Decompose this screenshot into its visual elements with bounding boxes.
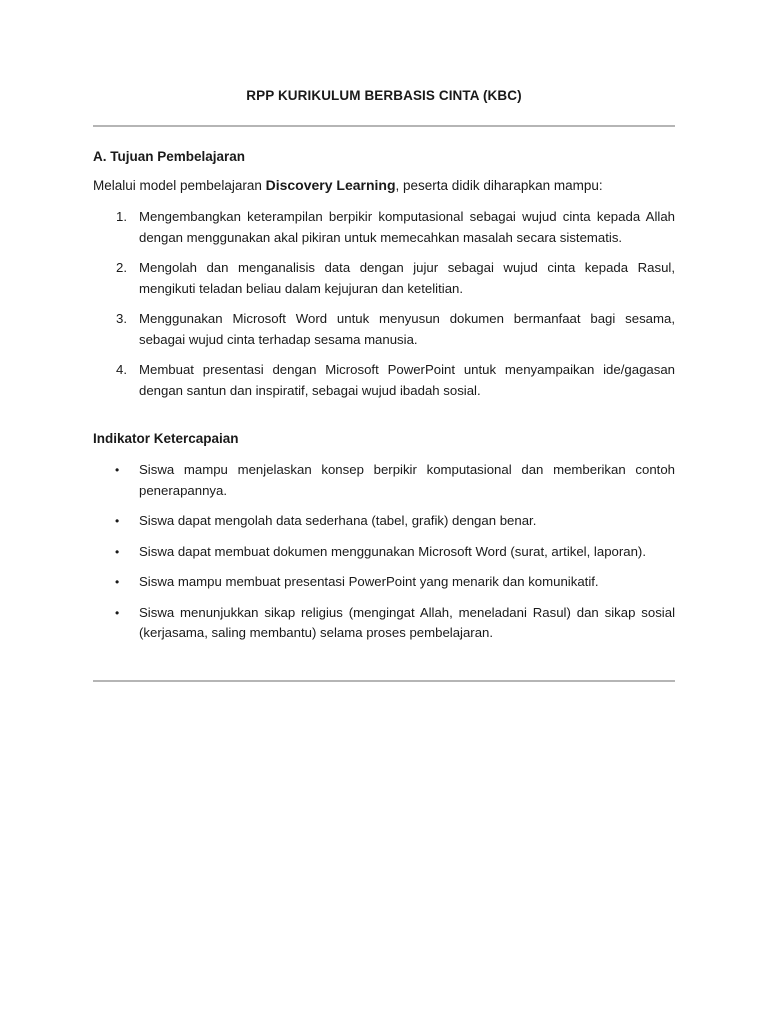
bullet-icon: • — [115, 544, 120, 559]
list-number: 2. — [116, 260, 127, 275]
list-item — [93, 309, 675, 350]
list-item — [93, 460, 675, 501]
list-item — [93, 258, 675, 299]
list-item — [93, 542, 675, 563]
list-item — [93, 360, 675, 401]
top-divider — [93, 125, 675, 127]
indicators-list — [93, 460, 675, 654]
bottom-divider — [93, 680, 675, 682]
list-item-text: Siswa dapat mengolah data sederhana (tabel, grafik) dengan benar. — [139, 513, 537, 528]
list-item-text: Siswa mampu menjelaskan konsep berpikir komputasional dan memberikan contoh penerapannya. — [139, 462, 675, 498]
learning-model: Discovery Learning — [265, 177, 396, 193]
section-heading-tujuan: A. Tujuan Pembelajaran — [93, 149, 246, 164]
list-item — [93, 603, 675, 644]
list-item — [93, 511, 675, 532]
list-item-text: Mengolah dan menganalisis data dengan jujur sebagai wujud cinta kepada Rasul, mengikuti teladan beliau dalam kejujuran dan ketelitian. — [139, 260, 675, 296]
list-number: 1. — [116, 209, 127, 224]
learning-goals-list — [93, 207, 675, 411]
bullet-icon: • — [115, 463, 120, 477]
list-number: 3. — [116, 311, 127, 326]
list-item-text: Membuat presentasi dengan Microsoft PowerPoint untuk menyampaikan ide/gagasan dengan santun dan inspiratif, sebagai wujud ibadah sosial. — [139, 362, 675, 398]
section-heading-indikator: Indikator Ketercapaian — [93, 431, 239, 446]
list-number: 4. — [116, 362, 127, 377]
intro-text-after: , peserta didik diharapkan mampu: — [395, 178, 603, 193]
bullet-icon: • — [115, 605, 120, 620]
bullet-icon: • — [115, 575, 120, 589]
list-item-text: Siswa menunjukkan sikap religius (mengingat Allah, meneladani Rasul) dan sikap sosial (kerjasama, saling membantu) selama proses pembelajaran. — [139, 604, 675, 640]
list-item-text: Menggunakan Microsoft Word untuk menyusun dokumen bermanfaat bagi sesama, sebagai wujud cinta terhadap sesama manusia. — [139, 311, 675, 347]
list-item — [93, 572, 675, 593]
document-title: RPP KURIKULUM BERBASIS CINTA (KBC) — [246, 88, 522, 103]
list-item-text: Siswa dapat membuat dokumen menggunakan Microsoft Word (surat, artikel, laporan). — [139, 543, 646, 559]
list-item-text: Mengembangkan keterampilan berpikir komputasional sebagai wujud cinta kepada Allah dengan menggunakan akal pikiran untuk memecahkan masalah secara sistematis. — [139, 209, 675, 245]
intro-text-before: Melalui model pembelajaran — [93, 178, 266, 193]
list-item — [93, 207, 675, 248]
list-item-text: Siswa mampu membuat presentasi PowerPoint yang menarik dan komunikatif. — [139, 574, 599, 589]
bullet-icon: • — [115, 514, 120, 528]
intro-paragraph — [93, 177, 603, 193]
